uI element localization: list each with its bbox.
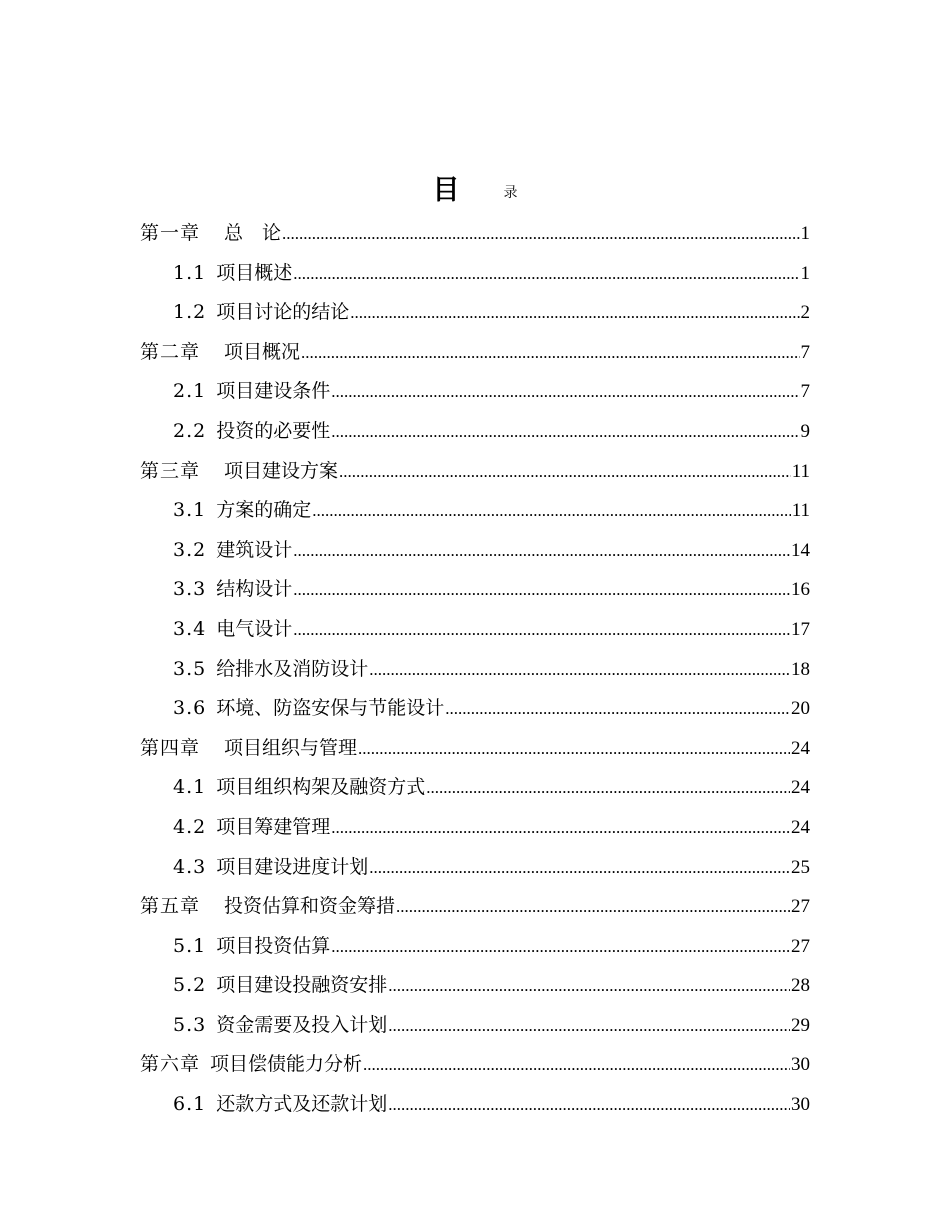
toc-entry[interactable] xyxy=(140,372,810,412)
toc-leader-dots xyxy=(331,808,790,848)
toc-entry[interactable] xyxy=(140,610,810,650)
toc-entry-page: 14 xyxy=(791,539,810,561)
toc-leader-dots xyxy=(331,412,799,452)
toc-entry-title: 项目建设方案 xyxy=(224,459,339,482)
toc-entry-page: 11 xyxy=(791,460,810,482)
toc-entry-number: 3.1 xyxy=(173,499,207,522)
toc-entry-title: 资金需要及投入计划 xyxy=(216,1013,388,1036)
toc-entry-page: 9 xyxy=(800,420,810,442)
toc-entry-number: 第三章 xyxy=(140,459,201,482)
toc-entry-title: 项目偿债能力分析 xyxy=(210,1053,363,1076)
toc-leader-dots xyxy=(426,768,790,808)
toc-entry-number: 3.6 xyxy=(173,697,207,720)
toc-entry[interactable] xyxy=(140,966,810,1006)
toc-entry[interactable] xyxy=(140,887,810,927)
toc-entry-title: 项目讨论的结论 xyxy=(216,301,350,324)
toc-entry-page: 27 xyxy=(791,896,810,918)
toc-entry-page: 20 xyxy=(791,698,810,720)
toc-entry[interactable] xyxy=(140,729,810,769)
toc-leader-dots xyxy=(293,570,790,610)
toc-entry-page: 1 xyxy=(800,223,810,244)
toc-entry[interactable] xyxy=(140,1045,810,1085)
toc-leader-dots xyxy=(350,293,799,333)
toc-entry-title: 项目筹建管理 xyxy=(216,815,331,838)
toc-entry-page: 24 xyxy=(791,777,810,799)
toc-entry-title: 项目建设进度计划 xyxy=(216,855,369,878)
toc-entry[interactable] xyxy=(140,1085,810,1125)
toc-leader-dots xyxy=(293,531,790,571)
toc-entry-title: 项目组织与管理 xyxy=(224,736,358,759)
toc-leader-dots xyxy=(301,333,799,373)
toc-leader-dots xyxy=(312,491,790,531)
toc-entry[interactable] xyxy=(140,254,810,294)
toc-entry-page: 17 xyxy=(791,618,810,640)
toc-entry[interactable] xyxy=(140,491,810,531)
toc-title-main: 目 xyxy=(432,175,460,206)
toc-entry-page: 1 xyxy=(800,262,810,284)
toc-entry-number: 5.2 xyxy=(173,974,207,997)
toc-title-sub: 录 xyxy=(503,185,518,201)
toc-entry-title: 投资估算和资金筹措 xyxy=(224,895,396,918)
toc-entry[interactable] xyxy=(140,531,810,571)
toc-leader-dots xyxy=(293,254,799,294)
toc-entry-page: 11 xyxy=(791,500,810,522)
toc-entry-number: 第四章 xyxy=(140,736,201,759)
toc-entry-number: 第二章 xyxy=(140,340,201,363)
toc-entry[interactable] xyxy=(140,927,810,967)
toc-entry-number: 4.2 xyxy=(173,815,207,838)
toc-entry-title: 项目建设条件 xyxy=(216,380,331,403)
toc-entry-page: 28 xyxy=(791,975,810,997)
toc-leader-dots xyxy=(331,372,799,412)
toc-entry[interactable] xyxy=(140,214,810,254)
toc-entry-number: 2.1 xyxy=(173,380,207,403)
toc-entry[interactable] xyxy=(140,333,810,373)
toc-entry-page: 25 xyxy=(791,856,810,878)
toc-entry[interactable] xyxy=(140,570,810,610)
toc-leader-dots xyxy=(339,452,791,492)
toc-leader-dots xyxy=(369,848,790,888)
toc-entry-number: 3.5 xyxy=(173,657,207,680)
toc-leader-dots xyxy=(363,1045,790,1085)
toc-leader-dots xyxy=(388,1085,790,1125)
toc-entry-title: 总 论 xyxy=(224,222,282,244)
toc-entry-number: 3.3 xyxy=(173,578,207,601)
toc-entry-page: 30 xyxy=(791,1094,810,1116)
toc-entry-title: 方案的确定 xyxy=(216,499,312,522)
toc-entry-number: 1.2 xyxy=(173,301,207,324)
toc-entry-page: 18 xyxy=(791,658,810,680)
toc-entry-page: 7 xyxy=(800,381,810,403)
toc-entry[interactable] xyxy=(140,293,810,333)
toc-leader-dots xyxy=(293,610,790,650)
toc-entry-number: 1.1 xyxy=(173,261,207,284)
toc-entry-title: 项目建设投融资安排 xyxy=(216,974,388,997)
toc-title xyxy=(0,168,950,207)
toc-entry-title: 项目组织构架及融资方式 xyxy=(216,776,426,799)
toc-entry-number: 5.1 xyxy=(173,934,207,957)
toc-leader-dots xyxy=(396,887,790,927)
toc-entry-page: 16 xyxy=(791,579,810,601)
toc-entry[interactable] xyxy=(140,650,810,690)
toc-leader-dots xyxy=(331,927,790,967)
toc-entry-page: 7 xyxy=(800,341,810,363)
toc-entry-page: 2 xyxy=(800,302,810,324)
toc-entry-title: 还款方式及还款计划 xyxy=(216,1093,388,1116)
toc-leader-dots xyxy=(445,689,790,729)
toc-entry[interactable] xyxy=(140,848,810,888)
toc-entry-title: 项目概述 xyxy=(216,261,293,284)
toc-entry[interactable] xyxy=(140,808,810,848)
toc-entry-title: 项目概况 xyxy=(224,340,301,363)
toc-entry-title: 电气设计 xyxy=(216,617,293,640)
toc-entry-page: 27 xyxy=(791,935,810,957)
toc-leader-dots xyxy=(388,966,790,1006)
toc-entry-number: 第一章 xyxy=(140,222,201,244)
toc-entry-page: 29 xyxy=(791,1014,810,1036)
toc-entry-title: 结构设计 xyxy=(216,578,293,601)
toc-entry-number: 5.3 xyxy=(173,1013,207,1036)
toc-entry[interactable] xyxy=(140,412,810,452)
toc-entry-page: 24 xyxy=(791,737,810,759)
toc-entry[interactable] xyxy=(140,689,810,729)
toc-entry[interactable] xyxy=(140,768,810,808)
toc-entry-page: 30 xyxy=(791,1054,810,1076)
toc-entry[interactable] xyxy=(140,1006,810,1046)
toc-entry-number: 6.1 xyxy=(173,1093,207,1116)
toc-entry-page: 24 xyxy=(791,816,810,838)
toc-entry-number: 第五章 xyxy=(140,895,201,918)
toc-entry[interactable] xyxy=(140,452,810,492)
toc-entry-number: 3.4 xyxy=(173,617,207,640)
toc-entry-number: 4.1 xyxy=(173,776,207,799)
table-of-contents xyxy=(140,214,810,1125)
toc-entry-title: 建筑设计 xyxy=(216,538,293,561)
toc-leader-dots xyxy=(282,214,799,254)
toc-entry-title: 环境、防盗安保与节能设计 xyxy=(216,697,445,720)
toc-leader-dots xyxy=(388,1006,790,1046)
toc-leader-dots xyxy=(358,729,790,769)
toc-entry-number: 第六章 xyxy=(140,1053,201,1076)
toc-entry-title: 项目投资估算 xyxy=(216,934,331,957)
toc-entry-number: 3.2 xyxy=(173,538,207,561)
toc-entry-title: 给排水及消防设计 xyxy=(216,657,369,680)
toc-leader-dots xyxy=(369,650,790,690)
toc-entry-title: 投资的必要性 xyxy=(216,419,331,442)
toc-entry-number: 2.2 xyxy=(173,419,207,442)
toc-entry-number: 4.3 xyxy=(173,855,207,878)
